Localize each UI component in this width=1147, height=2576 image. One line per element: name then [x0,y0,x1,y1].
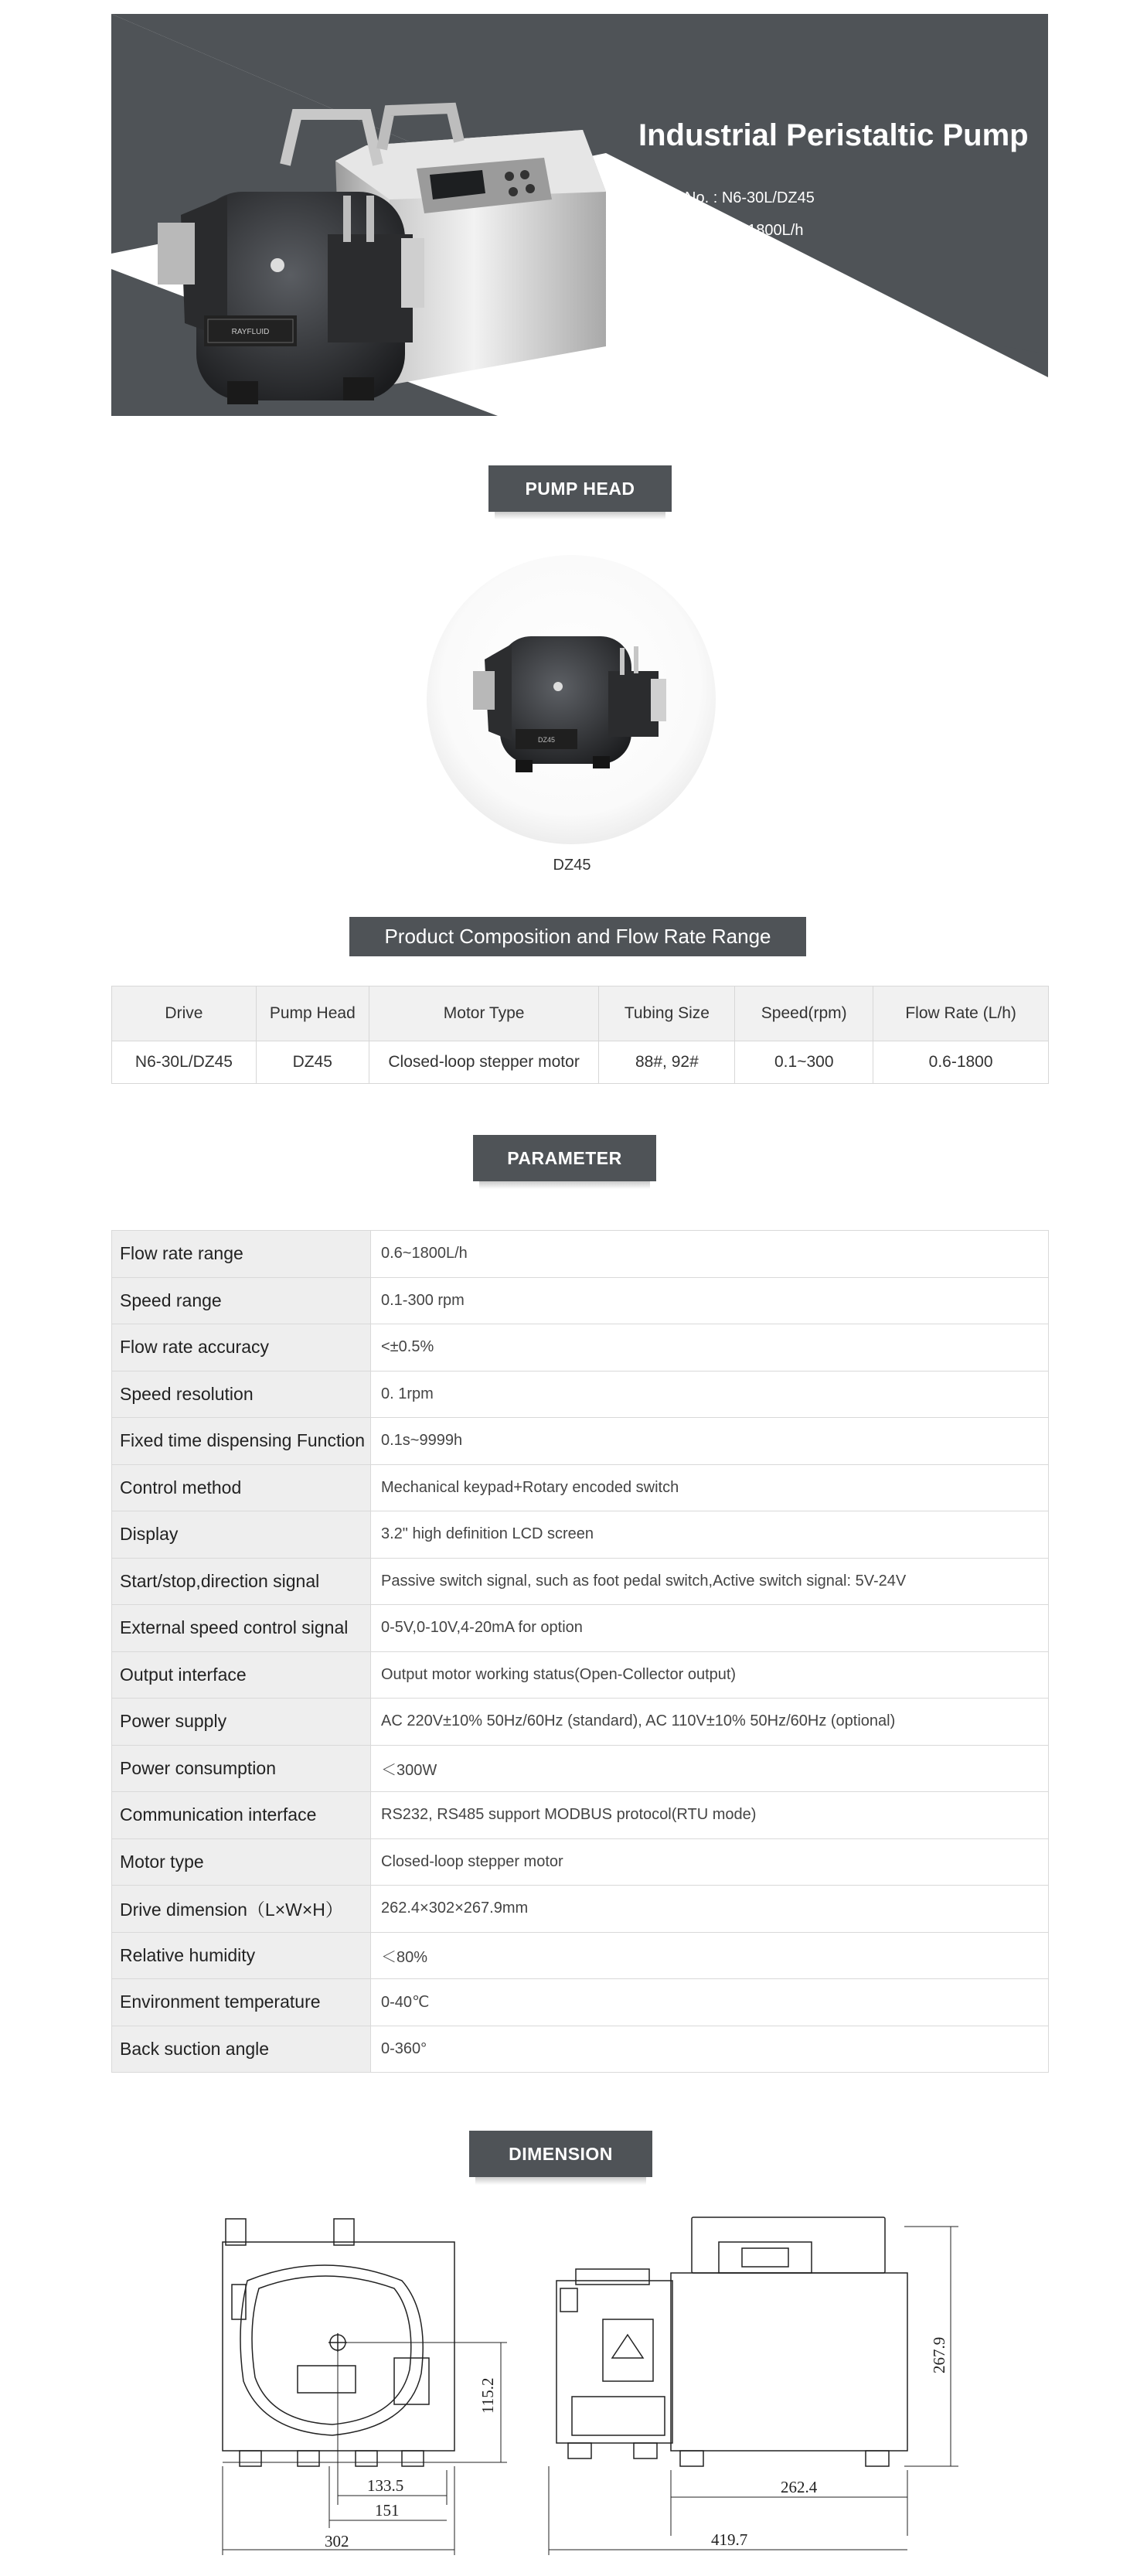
section-bar-composition: Product Composition and Flow Rate Range [349,917,806,956]
param-value: 0-5V,0-10V,4-20mA for option [371,1605,1049,1652]
dim-front-height: 115.2 [478,2377,497,2414]
param-value: <±0.5% [371,1324,1049,1371]
table-row [112,2026,1049,2073]
param-name: Communication interface [112,1792,371,1839]
table-row [112,1605,1049,1652]
dim-front-inner-width: 133.5 [367,2476,404,2495]
table-row [112,1464,1049,1511]
table-cell: 88#, 92# [599,1041,735,1084]
table-row [112,1231,1049,1278]
param-value: 0.1s~9999h [371,1418,1049,1465]
table-row [112,1886,1049,1933]
param-value: ＜300W [371,1745,1049,1792]
dim-front-total-width: 302 [325,2532,349,2550]
table-cell: 0.1~300 [735,1041,873,1084]
dim-side-total-width: 419.7 [711,2530,748,2549]
param-name: Relative humidity [112,1932,371,1979]
table-row [112,1041,1049,1084]
param-value: AC 220V±10% 50Hz/60Hz (standard), AC 110V±10% 50Hz/60Hz (optional) [371,1699,1049,1746]
table-row [112,1277,1049,1324]
table-row [112,1745,1049,1792]
side-dim-lines [549,2227,958,2555]
table-row [112,1651,1049,1699]
front-dim-lines [223,2343,507,2555]
column-header: Pump Head [256,986,369,1041]
column-header: Flow Rate (L/h) [873,986,1049,1041]
hero-title: Industrial Peristaltic Pump [638,118,1029,152]
dim-front-mid-width: 151 [375,2501,400,2520]
param-name: Back suction angle [112,2026,371,2073]
hero-model: Model No. : N6-30L/DZ45 [638,189,815,206]
param-value: 0-360° [371,2026,1049,2073]
param-name: Fixed time dispensing Function [112,1418,371,1465]
param-name: Output interface [112,1651,371,1699]
column-header: Speed(rpm) [735,986,873,1041]
section-tab-parameter: PARAMETER [473,1135,656,1181]
param-value: RS232, RS485 support MODBUS protocol(RTU mode) [371,1792,1049,1839]
param-value: Closed-loop stepper motor [371,1838,1049,1886]
table-cell: 0.6-1800 [873,1041,1049,1084]
param-name: Motor type [112,1838,371,1886]
param-name: Start/stop,direction signal [112,1558,371,1605]
table-row [112,1838,1049,1886]
param-value: Output motor working status(Open-Collector output) [371,1651,1049,1699]
param-value: ＜80% [371,1932,1049,1979]
table-row [112,1699,1049,1746]
column-header: Drive [112,986,257,1041]
section-tab-pump-head: PUMP HEAD [488,465,672,512]
param-name: Power supply [112,1699,371,1746]
param-value: 0.6~1800L/h [371,1231,1049,1278]
param-name: Control method [112,1464,371,1511]
table-row [112,1932,1049,1979]
hero-flow-rate: Flow Rate : 0.6-1800L/h [638,222,804,239]
param-name: Flow rate range [112,1231,371,1278]
pump-head-plate: DZ45 [537,736,556,744]
table-cell: Closed-loop stepper motor [369,1041,599,1084]
param-value: Mechanical keypad+Rotary encoded switch [371,1464,1049,1511]
dimension-drawing [170,2211,974,2550]
table-row [112,1371,1049,1418]
param-name: Drive dimension（L×W×H） [112,1886,371,1933]
side-view [556,2217,907,2466]
brand-plate-text: RAYFLUID [231,328,270,336]
dim-side-body-width: 262.4 [781,2478,818,2496]
param-name: Speed resolution [112,1371,371,1418]
param-name: Display [112,1511,371,1559]
param-value: 0-40℃ [371,1979,1049,2026]
table-cell: N6-30L/DZ45 [112,1041,257,1084]
hero-graphic [111,14,1048,416]
pump-head-caption: DZ45 [553,857,591,874]
table-row [112,1324,1049,1371]
param-value: 0. 1rpm [371,1371,1049,1418]
column-header: Tubing Size [599,986,735,1041]
param-value: 3.2" high definition LCD screen [371,1511,1049,1559]
parameter-table [111,1230,1049,2073]
param-name: Flow rate accuracy [112,1324,371,1371]
param-name: Environment temperature [112,1979,371,2026]
table-row [112,1418,1049,1465]
table-header-row [112,986,1049,1041]
pump-head-graphic [427,555,716,844]
param-value: 0.1-300 rpm [371,1277,1049,1324]
param-name: Speed range [112,1277,371,1324]
param-name: Power consumption [112,1745,371,1792]
param-value: Passive switch signal, such as foot pedal switch,Active switch signal: 5V-24V [371,1558,1049,1605]
param-name: External speed control signal [112,1605,371,1652]
dim-side-height: 267.9 [930,2336,948,2373]
composition-table [111,986,1049,1084]
column-header: Motor Type [369,986,599,1041]
table-row [112,1979,1049,2026]
table-row [112,1792,1049,1839]
pump-head-image [427,555,716,844]
hero-banner [111,14,1048,416]
table-cell: DZ45 [256,1041,369,1084]
section-tab-dimension: DIMENSION [469,2131,652,2177]
table-row [112,1511,1049,1559]
param-value: 262.4×302×267.9mm [371,1886,1049,1933]
table-row [112,1558,1049,1605]
